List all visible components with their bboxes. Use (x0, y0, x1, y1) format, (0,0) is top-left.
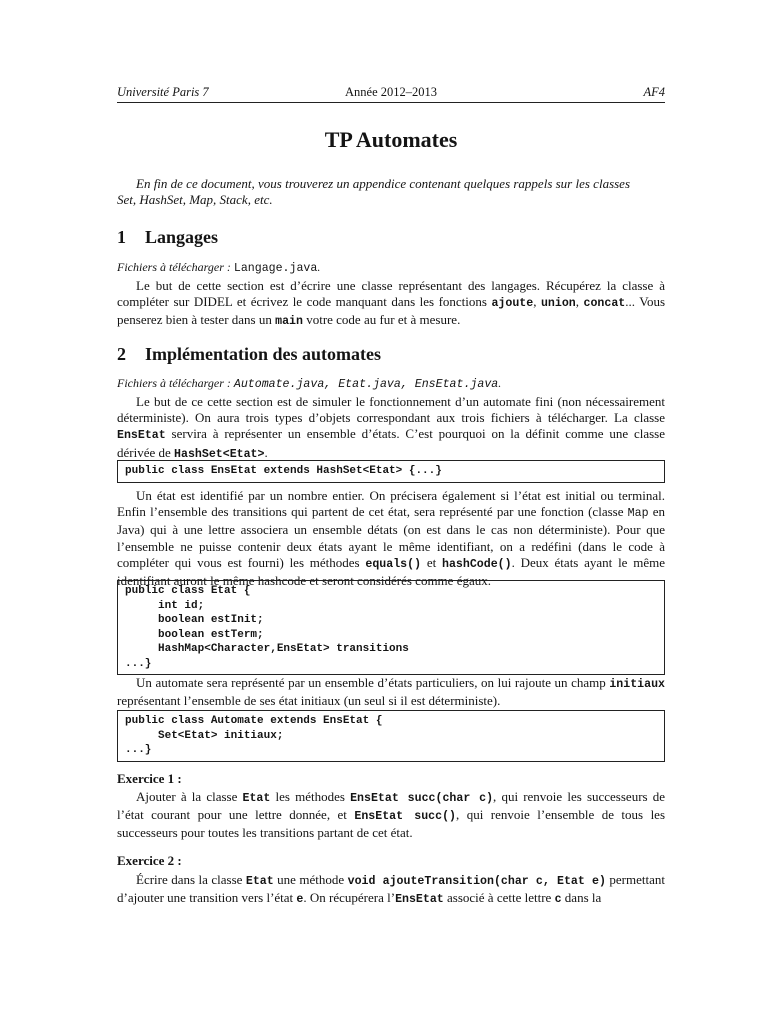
files-period-2: . (498, 376, 502, 390)
section-1-files (117, 259, 665, 277)
ex2-text-c: permettant d’ajouter une transition vers l’état (117, 872, 665, 906)
code-e: e (296, 893, 304, 907)
code-listing-1 (125, 464, 657, 479)
s2p2-text-a: Un état est identifié par un nombre entier. On précisera également si l’état est initial ou terminal. Enfin l’ensemble des transitions qui partent de cet état, sera représenté par une fonction (classe (117, 488, 665, 520)
header-course: AF4 (643, 85, 665, 99)
ex2-text-f: dans la (561, 890, 602, 906)
section-2-number: 2 (117, 344, 126, 364)
files-list: Langage.java (233, 262, 318, 275)
ex2-text-d: . On récupérera l’ (303, 890, 396, 906)
code-line: int id; (125, 599, 205, 612)
s1-sep-1: , (533, 294, 541, 310)
s2p1-text-b: servira à représenter un ensemble d’états. C’est pourquoi on la définit comme une classe dérivée de (117, 426, 665, 460)
code-ensetat-2: EnsEtat (395, 893, 444, 907)
code-line: boolean estInit; (125, 614, 264, 626)
code-union: union (540, 297, 576, 311)
s1-text-c: votre code au fur et à mesure. (302, 312, 461, 328)
section-2-title: Implémentation des automates (145, 344, 381, 364)
header-university: Université Paris 7 (117, 85, 209, 99)
code-line: public class EnsEtat extends HashSet<Etat> {...} (125, 465, 442, 477)
s1-sep-2: , (575, 294, 584, 310)
code-line: public class Etat { (125, 585, 251, 597)
code-listing-2 (125, 584, 657, 671)
section-1-paragraph (117, 278, 665, 331)
s1-text-b: ... Vous penserez bien à tester dans un (117, 294, 666, 328)
code-ensetat: EnsEtat (117, 429, 166, 443)
code-initiaux: initiaux (609, 678, 665, 691)
code-equals: equals() (365, 557, 422, 571)
s2p2-text-d: . Deux états ayant le même identifiant auront le même hashcode et seront considérés comme égaux. (117, 554, 665, 589)
ex1-text-d: , qui renvoie l’ensemble de tous les successeurs pour toutes les transitions partant de cet état. (117, 807, 666, 841)
code-etat: Etat (242, 792, 271, 805)
section-2-files (117, 375, 665, 393)
section-2-heading (117, 343, 381, 365)
ex1-text-c: , qui renvoie les successeurs de l’état courant pour une lettre donnée, et (117, 789, 666, 823)
code-line: Set<Etat> initiaux; (125, 729, 284, 742)
s1-text-a: Le but de cette section est d’écrire une classe représentant des langages. Récupérez la classe à compléter sur DIDEL et écrivez le code manquant dans les fonctions (117, 278, 665, 310)
code-hashcode: hashCode() (442, 557, 512, 571)
s2p2-text-c: et (421, 554, 442, 570)
ex1-text-b: les méthodes (270, 789, 351, 804)
code-hashset: HashSet<Etat> (174, 447, 265, 461)
files-period: . (317, 260, 321, 274)
header-year: Année 2012–2013 (345, 85, 437, 99)
exercise-1-heading: Exercice 1 : (117, 771, 182, 786)
code-block-etat (117, 580, 665, 675)
code-succ: EnsEtat succ() (354, 810, 456, 824)
section-1-title: Langages (145, 227, 219, 247)
ex1-text-a: Ajouter à la classe (136, 789, 243, 804)
code-line: public class Automate extends EnsEtat { (125, 715, 383, 727)
document-title: TP Automates (324, 127, 458, 152)
files-label: Fichiers à télécharger : (117, 260, 234, 274)
code-main: main (275, 315, 303, 329)
code-etat-2: Etat (245, 875, 274, 888)
code-line: ...} (125, 657, 152, 670)
code-c: c (554, 893, 562, 907)
code-concat: concat (583, 297, 626, 311)
code-block-automate (117, 710, 665, 762)
section-2-paragraph-3 (117, 675, 665, 709)
code-succ-char: EnsEtat succ(char c) (350, 792, 494, 805)
abstract-text (117, 176, 665, 208)
s2p3-text-a: Un automate sera représenté par un ensemble d’états particuliers, on lui rajoute un champ (136, 675, 610, 690)
code-map: Map (627, 507, 649, 521)
exercise-2-text (117, 872, 665, 908)
abstract-etc: etc. (250, 192, 273, 208)
ex2-text-a: Écrire dans la classe (136, 872, 246, 887)
s2p1-text-a: Le but de ce cette section est de simuler le fonctionnement d’un automate fini (non nécessairement déterministe). On aura trois types d’objets correspondant aux trois fichiers à télécharger. La classe (117, 394, 665, 426)
s2p3-text-b: représentant l’ensemble de ses état initiaux (un seul si il est déterministe). (117, 693, 501, 709)
section-1-heading (117, 226, 218, 248)
s2p1-text-c: . (264, 444, 268, 460)
header-rule (117, 102, 665, 103)
code-line: HashMap<Character,EnsEtat> transitions (125, 643, 409, 655)
code-line: ...} (125, 744, 152, 756)
code-line: boolean estTerm; (125, 628, 264, 641)
code-listing-3 (125, 714, 657, 758)
code-block-ensetat (117, 460, 665, 483)
abstract-class-names: Set, HashSet, Map, Stack, (117, 192, 251, 208)
ex2-text-e: associé à cette lettre (443, 890, 555, 906)
exercise-1-text (117, 789, 665, 842)
ex2-text-b: une méthode (273, 872, 348, 887)
section-2-paragraph-1 (117, 394, 665, 463)
code-ajoute-transition: void ajouteTransition(char c, Etat e) (347, 875, 606, 888)
abstract-line-1: En fin de ce document, vous trouverez un appendice contenant quelques rappels sur les classes (136, 176, 631, 191)
files-list-2: Automate.java, Etat.java, EnsEtat.java (233, 378, 499, 391)
abstract (117, 176, 665, 208)
section-1-number: 1 (117, 227, 126, 247)
section-2-paragraph-2 (117, 488, 665, 589)
s2p2-text-b: en Java) qui à une lettre associera un ensemble détats (on est dans le cas non déterministe). Pour que l’ensemble ne puisse contenir deux états ayant le même identifiant, on a redéfini (dans le code à compléter qui vous est fourni) les méthodes (117, 504, 665, 570)
files-label-2: Fichiers à télécharger : (117, 376, 234, 390)
code-ajoute: ajoute (491, 297, 534, 311)
exercise-2-heading: Exercice 2 : (117, 853, 182, 868)
